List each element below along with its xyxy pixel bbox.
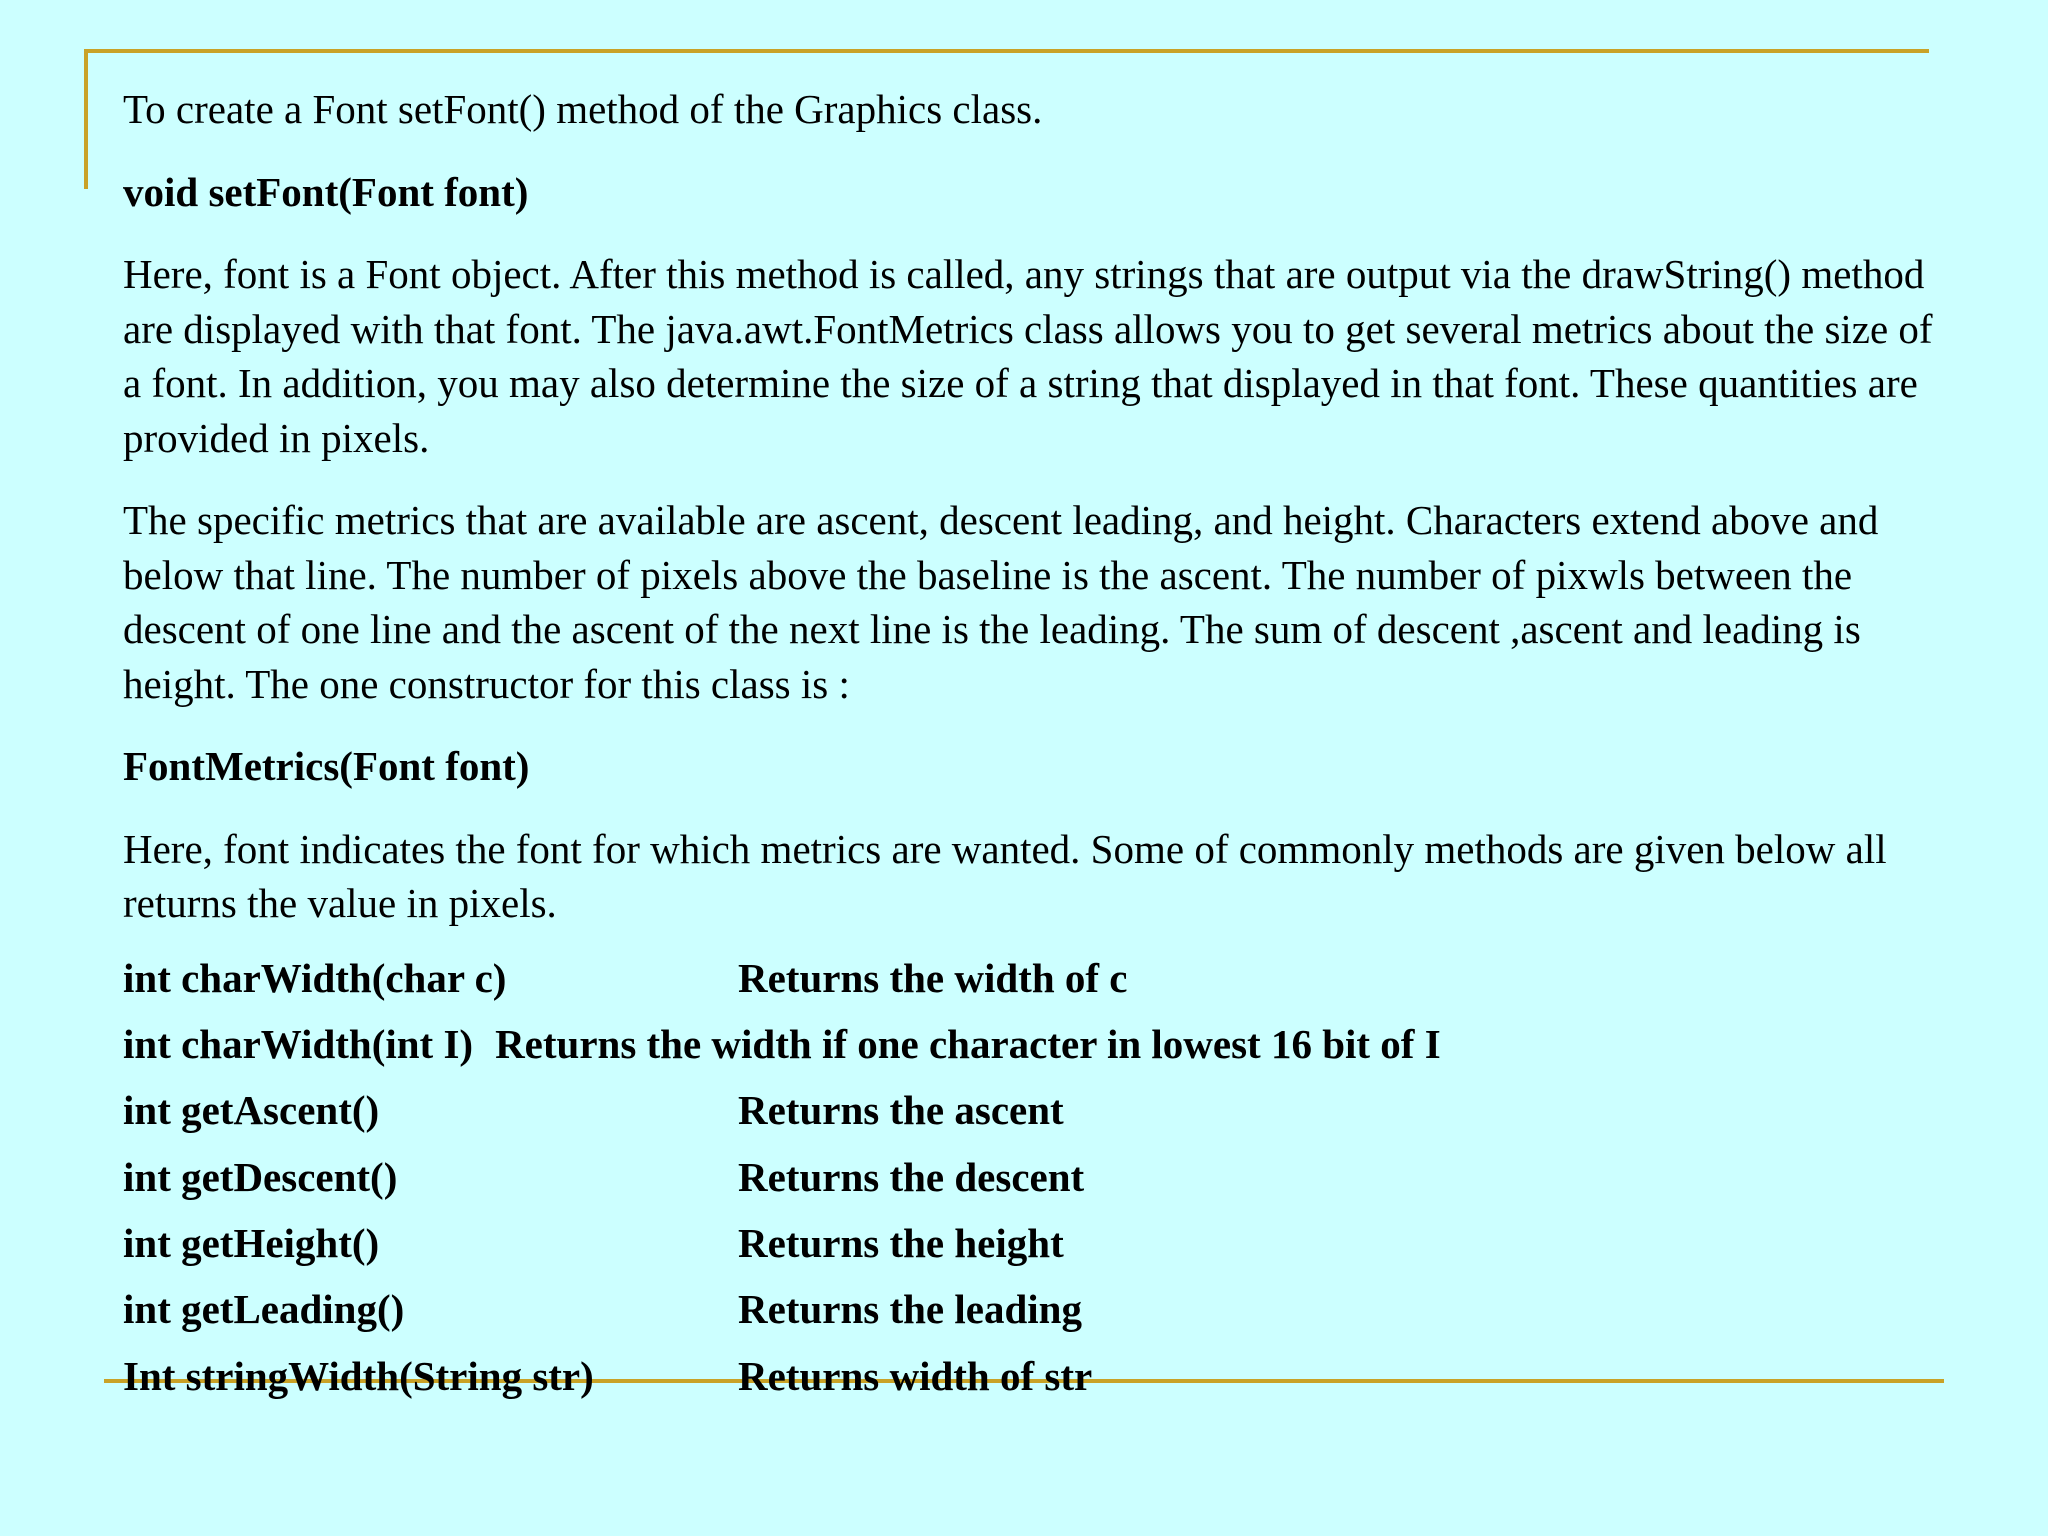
methods-list <box>123 951 1938 1416</box>
method-row <box>123 1017 1938 1083</box>
method-description: Returns the height <box>738 1220 1064 1267</box>
constructor-signature: FontMetrics(Font font) <box>123 743 530 789</box>
top-accent-line <box>84 49 1929 53</box>
method-row <box>123 1282 1938 1348</box>
method-description: Returns the ascent <box>738 1087 1064 1134</box>
method-row <box>123 1349 1938 1415</box>
method-signature: int charWidth(char c) <box>123 954 507 1001</box>
font-paragraph: Here, font is a Font object. After this method is called, any strings that are output via the drawString() method are displayed with that font. The java.awt.FontMetrics class allows you to get several metrics about the size of a font. In addition, you may also determine the size of a string that displayed in that font. These quantities are provided in pixels. <box>123 251 1933 461</box>
method-row <box>123 1216 1938 1282</box>
method-description: Returns width of str <box>738 1352 1093 1399</box>
method-signature: int getAscent() <box>123 1087 380 1134</box>
method-row <box>123 1083 1938 1149</box>
intro-text: To create a Font setFont() method of the Graphics class. <box>123 86 1043 132</box>
methods-paragraph: Here, font indicates the font for which metrics are wanted. Some of commonly methods are given below all returns the value in pixels. <box>123 825 1887 926</box>
method-row <box>123 951 1938 1017</box>
metrics-paragraph: The specific metrics that are available are ascent, descent leading, and height. Characters extend above and below that line. The number of pixels above the baseline is the ascent. The number of pixwls between the descent of one line and the ascent of the next line is the leading. The sum of descent ,ascent and leading is height. The one constructor for this class is : <box>123 497 1879 707</box>
method-signature: int getDescent() <box>123 1153 398 1200</box>
method-description: Returns the leading <box>738 1286 1082 1333</box>
slide-content <box>123 82 1938 1415</box>
method-signature: Int stringWidth(String str) <box>123 1352 594 1399</box>
method-signature: int charWidth(int I) <box>123 1020 474 1067</box>
method-description: Returns the width of c <box>738 954 1128 1001</box>
set-font-signature: void setFont(Font font) <box>123 168 529 215</box>
method-description: Returns the width if one character in lowest 16 bit of I <box>495 1020 1441 1067</box>
method-signature: int getLeading() <box>123 1286 405 1333</box>
method-description: Returns the descent <box>738 1153 1085 1200</box>
left-accent-line <box>84 49 88 189</box>
method-signature: int getHeight() <box>123 1220 380 1267</box>
method-row <box>123 1150 1938 1216</box>
